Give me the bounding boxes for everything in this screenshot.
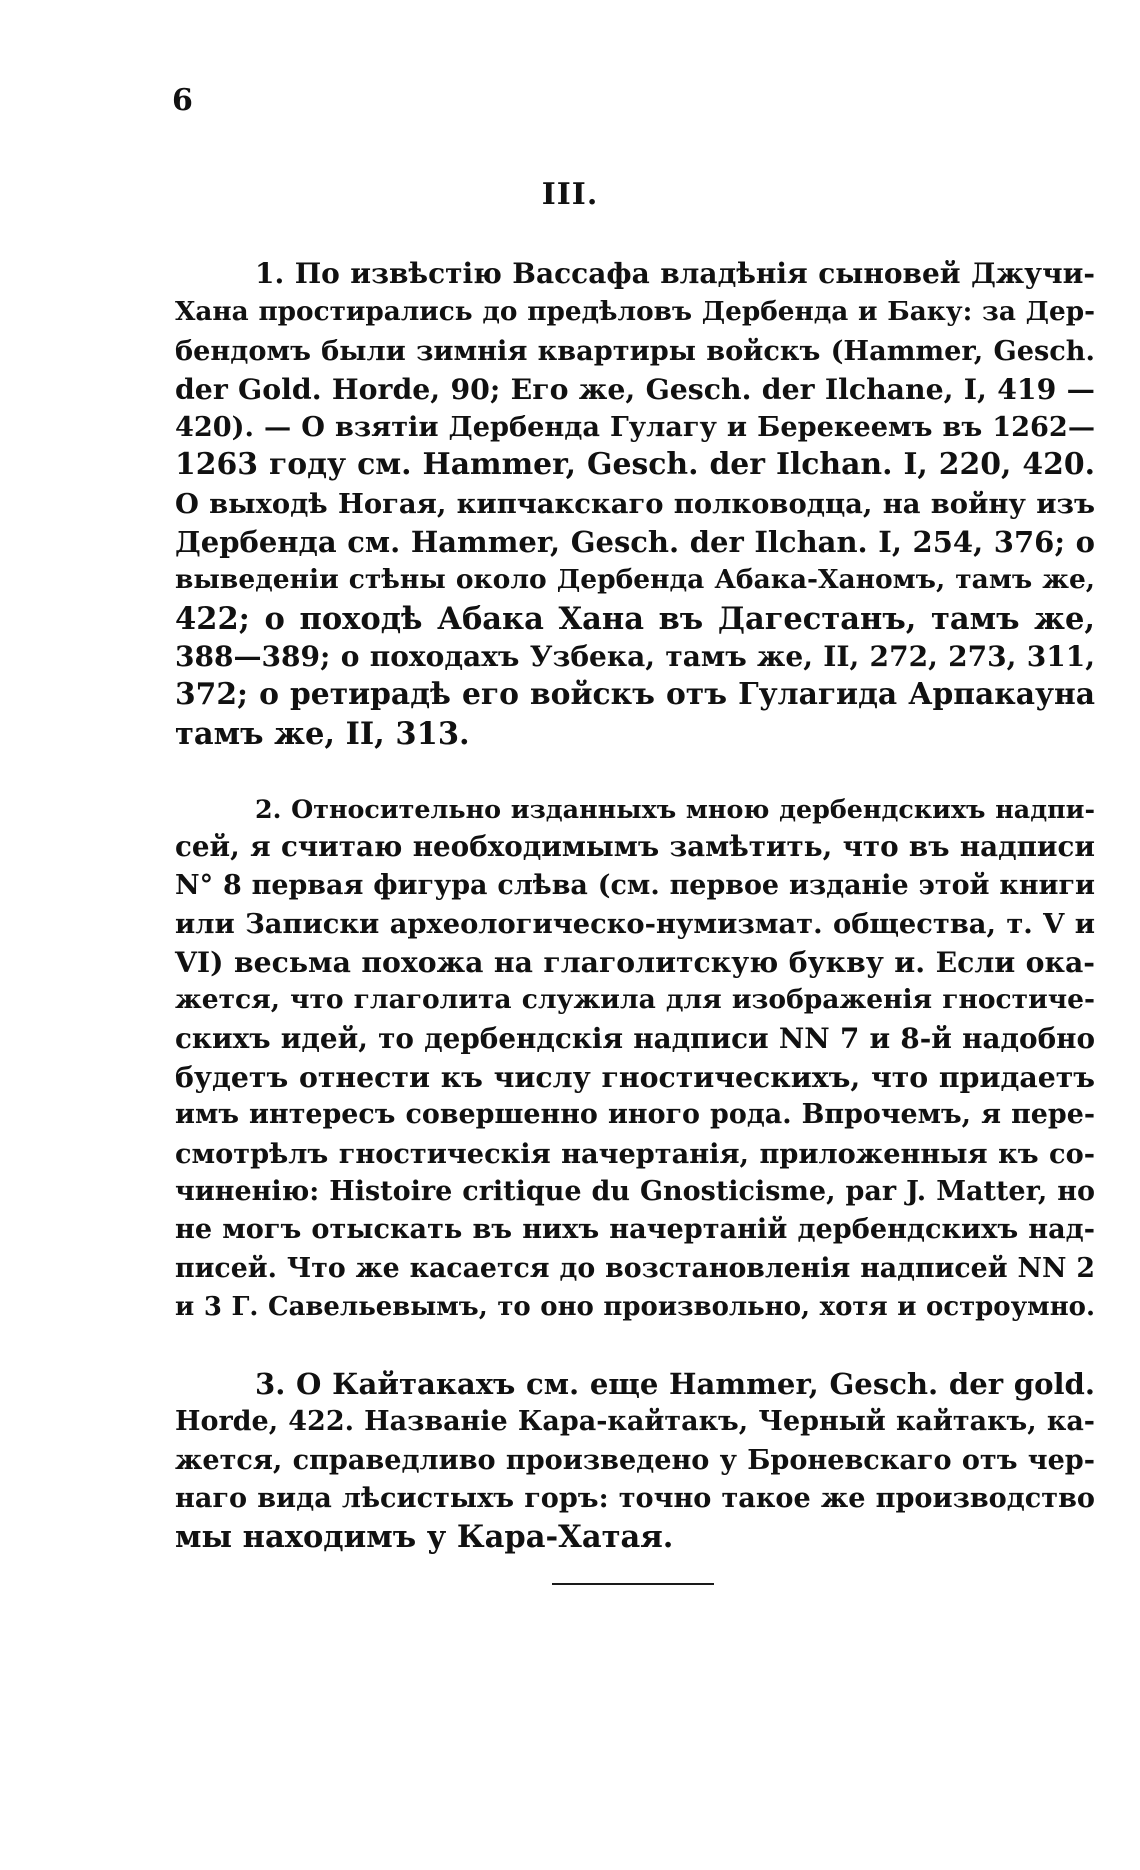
paragraph-1: [175, 255, 1095, 753]
text-line: Хана простирались до предѣловъ Дербенда и Баку: за Дер-: [175, 296, 1095, 328]
text-line: мы находимъ у Кара-Хатая.: [175, 1519, 674, 1556]
text-line: не могъ отыскать въ нихъ начертаній дербендскихъ над-: [175, 1214, 1095, 1246]
text-line: der Gold. Horde, 90; Его же, Gesch. der Ilchane, I, 419 —: [175, 371, 1095, 406]
text-line: скихъ идей, то дербендскія надписи NN 7 и 8-й надобно: [175, 1021, 1095, 1055]
text-line: тамъ же, II, 313.: [175, 715, 470, 752]
text-line: 388—389; о походахъ Узбека, тамъ же, II, 272, 273, 311,: [175, 639, 1095, 673]
text-line: 420). — О взятіи Дербенда Гулагу и Берекеемъ въ 1262—: [175, 411, 1095, 444]
text-line: будетъ отнести къ числу гностическихъ, что придаетъ: [175, 1060, 1095, 1095]
text-line: Horde, 422. Названіе Кара-кайтакъ, Черный кайтакъ, ка-: [175, 1406, 1095, 1438]
text-line: 372; о ретирадѣ его войскъ отъ Гулагида Арпакауна: [175, 677, 1095, 713]
text-line: жется, справедливо произведено у Броневскаго отъ чер-: [175, 1444, 1095, 1476]
text-line: или Записки археологическо-нумизмат. общества, т. V и: [175, 907, 1095, 940]
text-line: 1. По извѣстію Вассафа владѣнія сыновей Джучи-: [255, 257, 1095, 290]
text-line: бендомъ были зимнія квартиры войскъ (Hammer, Gesch.: [175, 334, 1095, 367]
text-line: сей, я считаю необходимымъ замѣтить, что въ надписи: [175, 830, 1095, 864]
text-line: 3. О Кайтакахъ см. еще Hammer, Gesch. der gold.: [255, 1367, 1095, 1401]
section-heading: III.: [541, 177, 599, 212]
text-line: писей. Что же касается до возстановленія надписей NN 2: [175, 1252, 1095, 1284]
text-line: Дербенда см. Hammer, Gesch. der Ilchan. I, 254, 376; о: [175, 525, 1095, 560]
text-line: О выходѣ Ногая, кипчакскаго полководца, на войну изъ: [175, 487, 1095, 520]
paragraph-2: [175, 790, 1095, 1326]
text-line: и 3 Г. Савельевымъ, то оно произвольно, хотя и остроумно.: [175, 1291, 1095, 1322]
closing-rule: [552, 1583, 714, 1585]
text-line: чиненію: Histoire critique du Gnosticisme, par J. Matter, но: [175, 1175, 1095, 1207]
text-line: выведеніи стѣны около Дербенда Абака-Ханомъ, тамъ же,: [175, 564, 1095, 596]
text-line: N° 8 первая фигура слѣва (см. первое изданіе этой книги: [175, 869, 1095, 901]
text-line: 2. Относительно изданныхъ мною дербендскихъ надпи-: [255, 794, 1095, 824]
paragraph-3: [175, 1365, 1095, 1556]
text-line: смотрѣлъ гностическія начертанія, приложенныя къ со-: [175, 1137, 1095, 1170]
text-line: наго вида лѣсистыхъ горъ: точно такое же производство: [175, 1482, 1095, 1514]
text-line: VI) весьма похожа на глаголитскую букву и. Если ока-: [175, 945, 1095, 980]
page-number: 6: [172, 83, 193, 118]
text-line: имъ интересъ совершенно иного рода. Впрочемъ, я пере-: [175, 1099, 1095, 1131]
text-line: 1263 году см. Hammer, Gesch. der Ilchan. I, 220, 420.: [175, 447, 1095, 483]
text-line: 422; о походѣ Абака Хана въ Дагестанъ, тамъ же,: [175, 600, 1095, 637]
text-line: жется, что глаголита служила для изображенія гностиче-: [175, 984, 1095, 1016]
